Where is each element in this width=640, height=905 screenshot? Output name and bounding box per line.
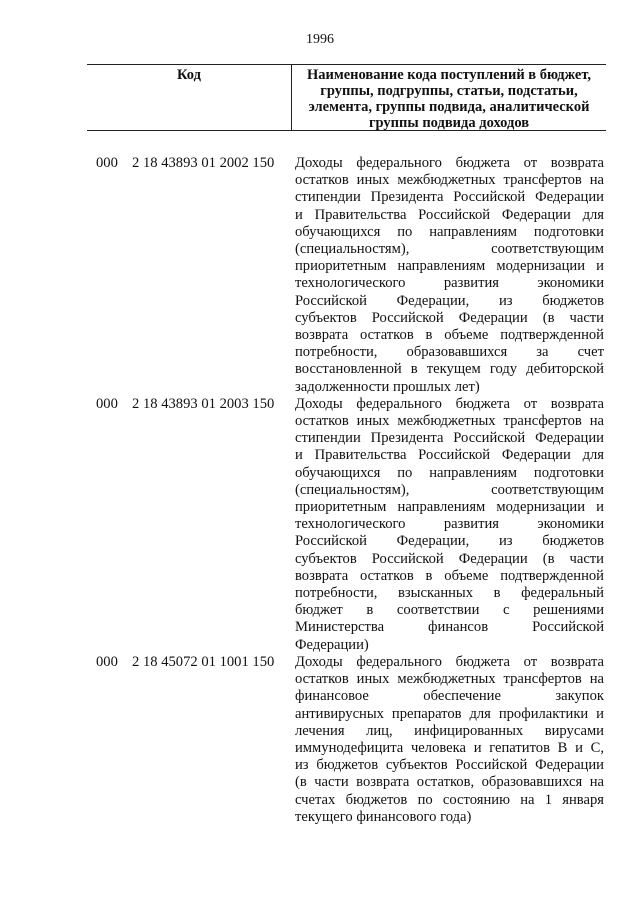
revenue-name-line: бюджет в соответствии с решениями xyxy=(295,602,604,619)
revenue-name-line: остатков иных межбюджетных трансфертов на xyxy=(295,671,604,688)
table-body xyxy=(96,155,604,826)
revenue-name-line: приоритетным направлениям модернизации и xyxy=(295,258,604,275)
revenue-name-line: Министерства финансов Российской xyxy=(295,619,604,636)
revenue-name xyxy=(295,654,604,826)
revenue-name-line: субъектов Российской Федерации (в части xyxy=(295,550,604,567)
admin-code: 000 xyxy=(96,395,118,412)
revenue-name-line: счетах бюджетов по состоянию на 1 января xyxy=(295,791,604,808)
revenue-name-line: потребности, образовавшихся за счет xyxy=(295,344,604,361)
revenue-name-line: возврата остатков в объеме подтвержденной xyxy=(295,567,604,584)
admin-code: 000 xyxy=(96,155,118,171)
header-name-line: группы подвида доходов xyxy=(368,115,530,131)
revenue-name-line: технологического развития экономики xyxy=(295,516,604,533)
revenue-name-line: (специальностям), соответствующим xyxy=(295,241,604,258)
table-row xyxy=(96,654,604,826)
revenue-name-line: остатков иных межбюджетных трансфертов на xyxy=(295,172,604,189)
revenue-name-line: и Правительства Российской Федерации для xyxy=(295,447,604,464)
page-number: 1996 xyxy=(306,32,334,47)
revenue-name-line: Федерации) xyxy=(295,636,369,653)
revenue-name-line: финансовое обеспечение закупок xyxy=(295,688,604,705)
header-name-line: Наименование кода поступлений в бюджет, xyxy=(306,67,592,83)
header-name-line: группы, подгруппы, статьи, подстатьи, xyxy=(320,83,578,99)
revenue-name-line: приоритетным направлениям модернизации и xyxy=(295,499,604,516)
revenue-name-line: антивирусных препаратов для профилактики и xyxy=(295,705,604,722)
revenue-name-line: Доходы федерального бюджета от возврата xyxy=(295,395,604,412)
revenue-name-line: Российской Федерации, из бюджетов xyxy=(295,533,604,550)
revenue-name-line: лечения лиц, инфицированных вирусами xyxy=(295,722,604,739)
revenue-name-line: стипендии Президента Российской Федерации xyxy=(295,189,604,206)
revenue-name-line: возврата остатков в объеме подтвержденной xyxy=(295,327,604,344)
revenue-name-line: Доходы федерального бюджета от возврата xyxy=(295,155,604,171)
revenue-name-line: из бюджетов субъектов Российской Федерации xyxy=(295,757,604,774)
revenue-name-line: обучающихся по направлениям подготовки xyxy=(295,223,604,240)
header-name xyxy=(292,65,606,130)
revenue-name-line: задолженности прошлых лет) xyxy=(295,378,480,395)
revenue-code: 2 18 43893 01 2003 150 xyxy=(132,395,275,412)
revenue-name-line: остатков иных межбюджетных трансфертов на xyxy=(295,413,604,430)
revenue-name-line: технологического развития экономики xyxy=(295,275,604,292)
revenue-name-line: иммунодефицита человека и гепатитов В и С, xyxy=(295,739,604,756)
revenue-name-line: обучающихся по направлениям подготовки xyxy=(295,464,604,481)
revenue-code: 2 18 43893 01 2002 150 xyxy=(132,155,275,171)
revenue-name xyxy=(295,155,604,396)
header-name-line: элемента, группы подвида, аналитической xyxy=(308,99,590,115)
admin-code: 000 xyxy=(96,653,118,670)
revenue-name-line: Доходы федерального бюджета от возврата xyxy=(295,653,604,670)
revenue-name-line: (в части возврата остатков, образовавшихся на xyxy=(295,774,604,791)
revenue-name-line: потребности, взысканных в федеральный xyxy=(295,585,604,602)
header-code: Код xyxy=(87,65,292,130)
revenue-name-line: субъектов Российской Федерации (в части xyxy=(295,309,604,326)
revenue-name-line: стипендии Президента Российской Федерации xyxy=(295,430,604,447)
revenue-name-line: восстановленной в текущем году дебиторской xyxy=(295,361,604,378)
revenue-name-line: текущего финансового года) xyxy=(295,808,472,825)
revenue-code: 2 18 45072 01 1001 150 xyxy=(132,653,275,670)
revenue-name xyxy=(295,396,604,654)
table-row xyxy=(96,396,604,654)
revenue-name-line: Российской Федерации, из бюджетов xyxy=(295,292,604,309)
table-row xyxy=(96,155,604,396)
revenue-name-line: (специальностям), соответствующим xyxy=(295,481,604,498)
table-header xyxy=(87,64,606,131)
revenue-name-line: и Правительства Российской Федерации для xyxy=(295,206,604,223)
